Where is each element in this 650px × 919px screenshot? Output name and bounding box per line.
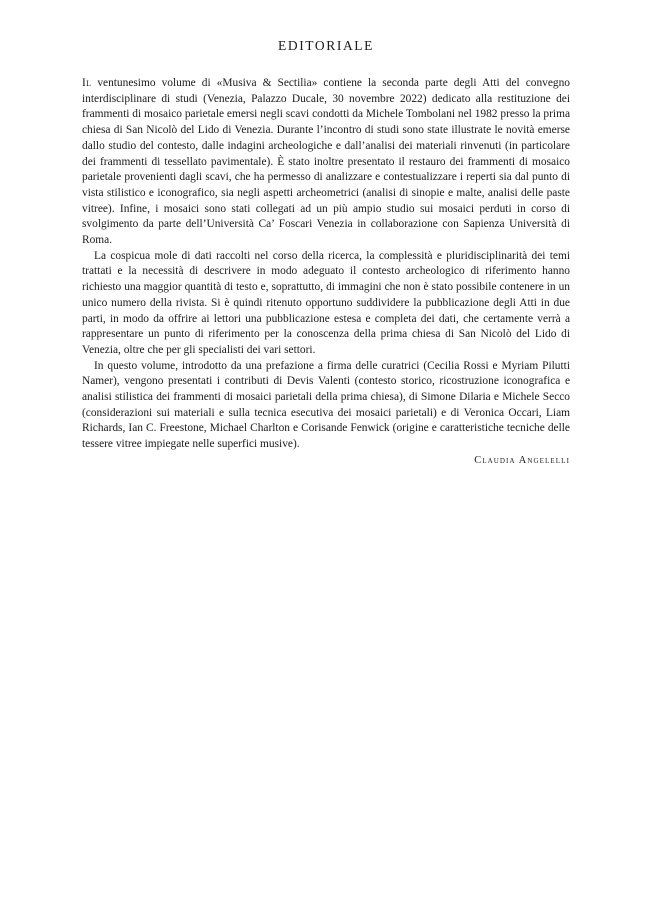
paragraph-2: La cospicua mole di dati raccolti nel corso della ricerca, la complessità e pluridisciplinarità dei temi trattati e la necessità di descrivere in modo adeguato il contesto archeologico di riferimento hanno richiesto una maggior quantità di testo e, soprattutto, di immagini che non è stato possibile contenere in un unico numero della rivista. Si è quindi ritenuto opportuno suddividere la pubblicazione degli Atti in due parti, in modo da offrire ai lettori una pubblicazione estesa e completa dei dati, che certamente verrà a rappresentare un punto di riferimento per la conoscenza della prima chiesa di San Nicolò del Lido di Venezia, oltre che per gli specialisti dei vari settori. <box>82 249 570 356</box>
paragraph-3: In questo volume, introdotto da una prefazione a firma delle curatrici (Cecilia Rossi e Myriam Pilutti Namer), vengono presentati i contributi di Devis Valenti (contesto storico, ricostruzione iconografica e analisi stilistica dei frammenti di mosaici parietali della prima chiesa), di Simone Dilaria e Michele Secco (considerazioni sui materiali e sulla tecnica esecutiva dei mosaici parietali) e di Veronica Occari, Liam Richards, Ian C. Freestone, Michael Charlton e Corisande Fenwick (origine e caratteristiche tecniche delle tessere vitree impiegate nelle superfici musive). <box>82 359 570 451</box>
paragraph-1 <box>82 76 570 249</box>
editorial-page <box>82 0 570 466</box>
editorial-body <box>82 76 570 453</box>
page-title: EDITORIALE <box>278 38 374 53</box>
paragraph-1-text: ventunesimo volume di «Musiva & Sectilia» contiene la seconda parte degli Atti del convegno interdisciplinare di studi (Venezia, Palazzo Ducale, 30 novembre 2022) dedicato alla restituzione dei frammenti di mosaico parietale emersi negli scavi condotti da Michele Tombolani nel 1982 presso la prima chiesa di San Nicolò del Lido di Venezia. Durante l’incontro di studi sono state illustrate le novità emerse dallo studio del contesto, dalle indagini archeologiche e dall’analisi dei materiali rinvenuti (in particolare dei frammenti di tessellato pavimentale). È stato inoltre presentato il restauro dei frammenti di mosaico parietale provenienti dagli scavi, che ha permesso di analizzare e contestualizzare i reperti sia dal punto di vista stilistico e iconografico, sia negli aspetti archeometrici (analisi di sinopie e malte, analisi delle paste vitree). Infine, i mosaici sono stati collegati ad un più ampio studio sui mosaici perduti in corso di svolgimento da parte dell’Università Ca’ Foscari Venezia in collaborazione con Sapienza Università di Roma. <box>82 77 570 247</box>
author-signature: Claudia Angelelli <box>474 454 570 466</box>
paragraph-1-lead: Il <box>82 77 92 89</box>
